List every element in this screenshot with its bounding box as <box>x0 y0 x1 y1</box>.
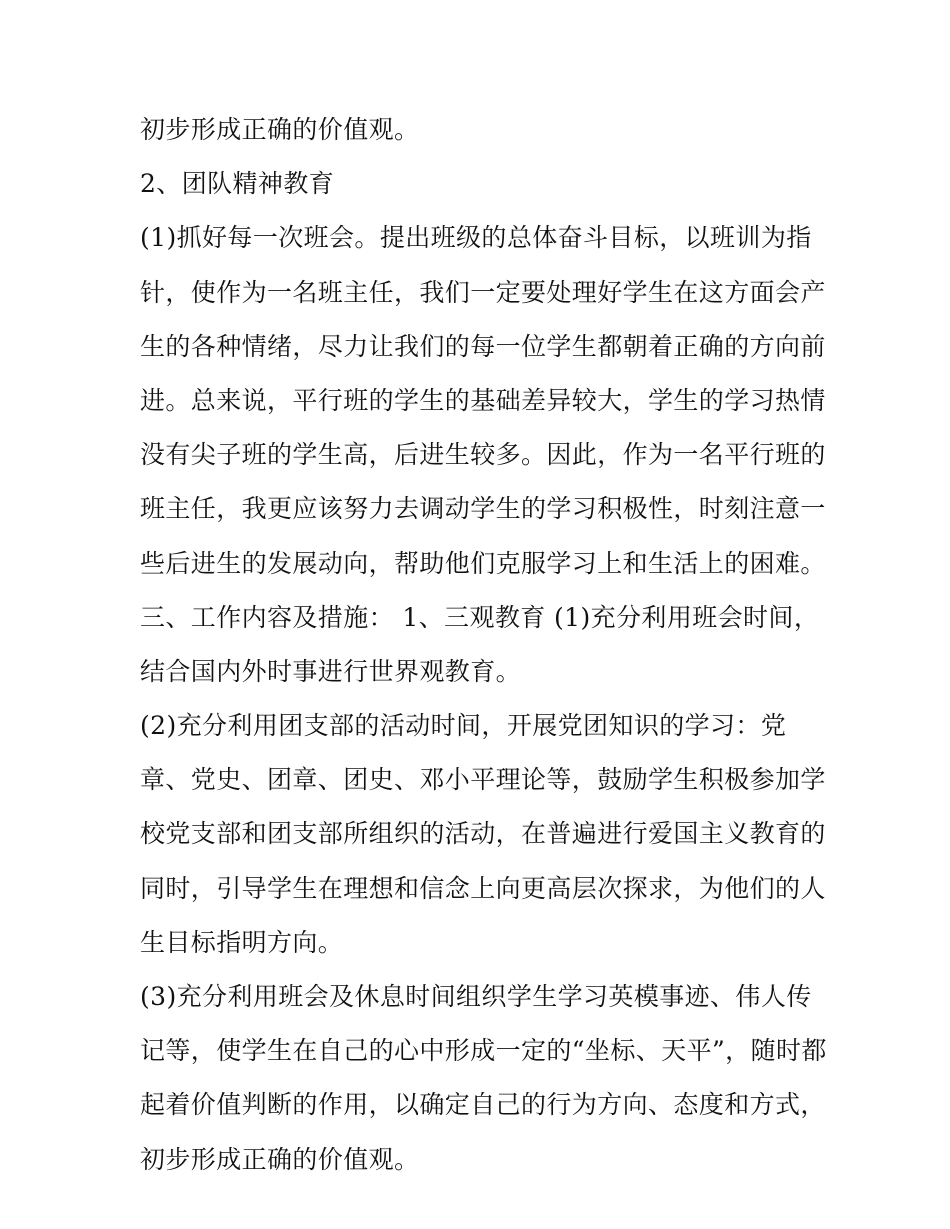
text-line: 针，使作为一名班主任，我们一定要处理好学生在这方面会产 <box>140 277 826 307</box>
text-line: 章、党史、团章、团史、邓小平理论等，鼓励学生积极参加学 <box>140 765 826 795</box>
text-line: (2)充分利用团支部的活动时间，开展党团知识的学习：党 <box>140 711 787 741</box>
text-line: (1)抓好每一次班会。提出班级的总体奋斗目标，以班训为指 <box>140 223 812 253</box>
text-line: 生目标指明方向。 <box>140 927 344 957</box>
text-line: 同时，引导学生在理想和信念上向更高层次探求，为他们的人 <box>140 873 826 903</box>
text-line: 班主任，我更应该努力去调动学生的学习积极性，时刻注意一 <box>140 494 826 524</box>
text-line: 些后进生的发展动向，帮助他们克服学习上和生活上的困难。 <box>140 548 826 578</box>
text-line: 起着价值判断的作用，以确定自己的行为方向、态度和方式， <box>140 1090 826 1120</box>
body-text <box>140 108 827 1192</box>
text-line: 生的各种情绪，尽力让我们的每一位学生都朝着正确的方向前 <box>140 331 826 361</box>
text-line: 记等，使学生在自己的心中形成一定的“坐标、天平”，随时都 <box>140 1036 827 1066</box>
section-heading: 三、工作内容及措施： 1、三观教育 (1)充分利用班会时间， <box>140 602 820 632</box>
section-heading: 2、团队精神教育 <box>140 169 335 199</box>
text-line: 没有尖子班的学生高，后进生较多。因此，作为一名平行班的 <box>140 440 826 470</box>
text-line: 进。总来说，平行班的学生的基础差异较大，学生的学习热情 <box>140 385 826 415</box>
text-line: 校党支部和团支部所组织的活动，在普遍进行爱国主义教育的 <box>140 819 826 849</box>
text-line: 结合国内外时事进行世界观教育。 <box>140 656 522 686</box>
text-line: 初步形成正确的价值观。 <box>140 115 420 144</box>
text-line: 初步形成正确的价值观。 <box>140 1144 420 1174</box>
text-line: (3)充分利用班会及休息时间组织学生学习英模事迹、伟人传 <box>140 982 812 1011</box>
